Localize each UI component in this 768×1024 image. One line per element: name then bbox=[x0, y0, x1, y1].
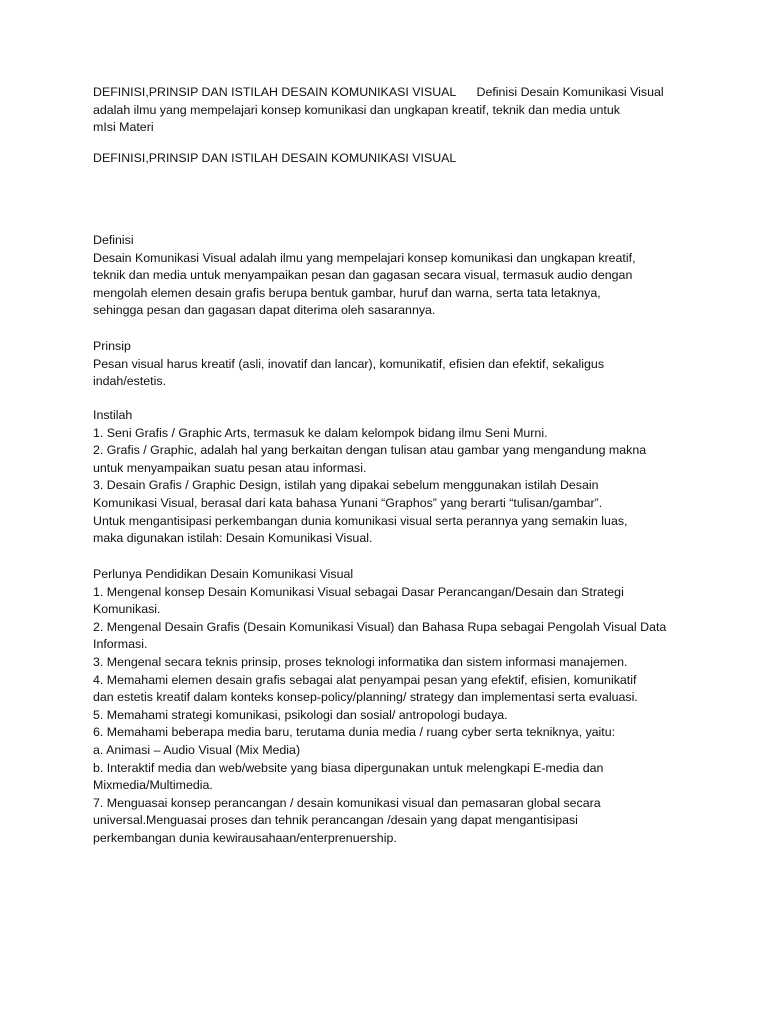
text-line: Mixmedia/Multimedia. bbox=[93, 778, 213, 793]
text-line: 6. Memahami beberapa media baru, terutama dunia media / ruang cyber serta tekniknya, yaitu: bbox=[93, 725, 616, 740]
section-prinsip bbox=[93, 338, 693, 391]
text-line: Informasi. bbox=[93, 637, 148, 652]
section-istilah bbox=[93, 407, 693, 548]
intro-line: mIsi Materi bbox=[93, 120, 154, 135]
text-line: 3. Desain Grafis / Graphic Design, istilah yang dipakai sebelum menggunakan istilah Desain bbox=[93, 478, 599, 493]
text-line: 1. Seni Grafis / Graphic Arts, termasuk ke dalam kelompok bidang ilmu Seni Murni. bbox=[93, 425, 548, 440]
text-line: perkembangan dunia kewirausahaan/enterprenuership. bbox=[93, 830, 397, 845]
text-line: untuk menyampaikan suatu pesan atau informasi. bbox=[93, 460, 367, 475]
text-line: Pesan visual harus kreatif (asli, inovatif dan lancar), komunikatif, efisien dan efektif, sekaligus bbox=[93, 356, 605, 371]
text-line: Komunikasi. bbox=[93, 602, 161, 617]
section-title: Perlunya Pendidikan Desain Komunikasi Visual bbox=[93, 567, 354, 581]
intro-line: DEFINISI,PRINSIP DAN ISTILAH DESAIN KOMUNIKASI VISUAL Definisi Desain Komunikasi Visual bbox=[93, 85, 664, 99]
section-definisi bbox=[93, 232, 693, 320]
text-line: Komunikasi Visual, berasal dari kata bahasa Yunani “Graphos” yang berarti “tulisan/gambar”. bbox=[93, 495, 603, 510]
text-line: mengolah elemen desain grafis berupa bentuk gambar, huruf dan warna, serta tata letaknya, bbox=[93, 285, 601, 300]
text-line: dan estetis kreatif dalam konteks konsep-policy/planning/ strategy dan implementasi serta evaluasi. bbox=[93, 690, 638, 705]
text-line: universal.Menguasai proses dan tehnik perancangan /desain yang dapat mengantisipasi bbox=[93, 813, 578, 828]
document-page bbox=[93, 84, 693, 845]
text-line: b. Interaktif media dan web/website yang biasa dipergunakan untuk melengkapi E-media dan bbox=[93, 760, 604, 775]
intro-paragraph bbox=[93, 84, 693, 137]
text-line: Untuk mengantisipasi perkembangan dunia komunikasi visual serta perannya yang semakin luas, bbox=[93, 513, 628, 528]
document-heading: DEFINISI,PRINSIP DAN ISTILAH DESAIN KOMUNIKASI VISUAL bbox=[93, 151, 457, 165]
text-line: Desain Komunikasi Visual adalah ilmu yang mempelajari konsep komunikasi dan ungkapan kreatif, bbox=[93, 250, 636, 265]
text-line: 4. Memahami elemen desain grafis sebagai alat penyampai pesan yang efektif, efisien, komunikatif bbox=[93, 672, 637, 687]
text-line: sehingga pesan dan gagasan dapat diterima oleh sasarannya. bbox=[93, 303, 436, 318]
text-line: indah/estetis. bbox=[93, 374, 167, 389]
text-line: 5. Memahami strategi komunikasi, psikologi dan sosial/ antropologi budaya. bbox=[93, 707, 508, 722]
text-line: maka digunakan istilah: Desain Komunikasi Visual. bbox=[93, 531, 373, 546]
section-title: Prinsip bbox=[93, 339, 131, 353]
text-line: teknik dan media untuk menyampaikan pesan dan gagasan secara visual, termasuk audio dengan bbox=[93, 268, 633, 283]
text-line: 1. Mengenal konsep Desain Komunikasi Visual sebagai Dasar Perancangan/Desain dan Strategi bbox=[93, 584, 624, 599]
section-perlunya bbox=[93, 566, 693, 848]
text-line: 7. Menguasai konsep perancangan / desain komunikasi visual dan pemasaran global secara bbox=[93, 795, 601, 810]
intro-line: adalah ilmu yang mempelajari konsep komunikasi dan ungkapan kreatif, teknik dan media untuk bbox=[93, 102, 620, 117]
text-line: 2. Grafis / Graphic, adalah hal yang berkaitan dengan tulisan atau gambar yang mengandung makna bbox=[93, 443, 647, 458]
text-line: 2. Mengenal Desain Grafis (Desain Komunikasi Visual) dan Bahasa Rupa sebagai Pengolah Visual Data bbox=[93, 619, 667, 634]
text-line: 3. Mengenal secara teknis prinsip, proses teknologi informatika dan sistem informasi manajemen. bbox=[93, 654, 628, 669]
text-line: a. Animasi – Audio Visual (Mix Media) bbox=[93, 742, 301, 757]
section-title: Instilah bbox=[93, 408, 133, 422]
section-title: Definisi bbox=[93, 233, 134, 247]
